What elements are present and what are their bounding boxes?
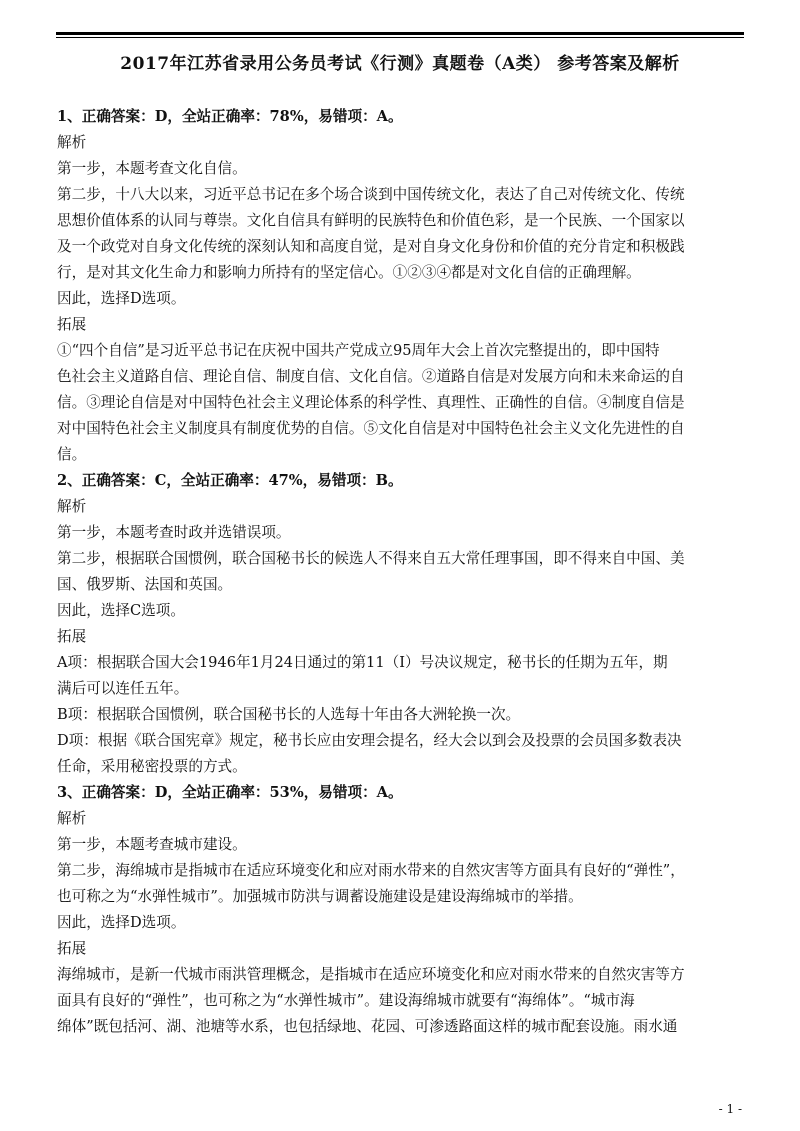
text-line: 绵体”既包括河、湖、池塘等水系，也包括绿地、花园、可渗透路面这样的城市配套设施。雨水通 bbox=[57, 1018, 678, 1035]
text-line: 国、俄罗斯、法国和英国。 bbox=[57, 576, 233, 593]
question-answer-heading: 3、正确答案：D，全站正确率：53%，易错项：A。 bbox=[57, 784, 403, 801]
text-line: D项：根据《联合国宪章》规定，秘书长应由安理会提名，经大会以到会及投票的会员国多数表决 bbox=[57, 732, 682, 749]
answer-content bbox=[57, 104, 743, 1040]
text-line: 也可称之为“水弹性城市”。加强城市防洪与调蓄设施建设是建设海绵城市的举措。 bbox=[57, 888, 583, 905]
text-line: 第二步，根据联合国惯例，联合国秘书长的候选人不得来自五大常任理事国，即不得来自中国、美 bbox=[57, 550, 685, 567]
question-answer-heading: 2、正确答案：C，全站正确率：47%，易错项：B。 bbox=[57, 472, 403, 489]
text-line: 第一步，本题考查城市建设。 bbox=[57, 836, 247, 853]
text-line: 第一步，本题考查文化自信。 bbox=[57, 160, 247, 177]
text-line: 任命，采用秘密投票的方式。 bbox=[57, 758, 247, 775]
text-line: 对中国特色社会主义制度具有制度优势的自信。⑤文化自信是对中国特色社会主义文化先进性的自 bbox=[57, 420, 685, 437]
text-line: 第二步，十八大以来，习近平总书记在多个场合谈到中国传统文化，表达了自己对传统文化、传统 bbox=[57, 186, 685, 203]
text-line: 面具有良好的“弹性”，也可称之为“水弹性城市”。建设海绵城市就要有“海绵体”。“城市海 bbox=[57, 992, 635, 1009]
text-line: 拓展 bbox=[57, 628, 87, 645]
text-line: A项：根据联合国大会1946年1月24日通过的第11（I）号决议规定，秘书长的任期为五年，期 bbox=[57, 654, 668, 671]
text-line: 解析 bbox=[57, 810, 87, 827]
text-line: ①“四个自信”是习近平总书记在庆祝中国共产党成立95周年大会上首次完整提出的，即中国特 bbox=[57, 342, 660, 359]
text-line: 解析 bbox=[57, 498, 87, 515]
page-number: - 1 - bbox=[718, 1102, 742, 1116]
page-title: 2017年江苏省录用公务员考试《行测》真题卷（A类） 参考答案及解析 bbox=[120, 54, 680, 74]
text-line: 及一个政党对自身文化传统的深刻认知和高度自觉，是对自身文化身份和价值的充分肯定和积极践 bbox=[57, 238, 685, 255]
text-line: 解析 bbox=[57, 134, 87, 151]
question-answer-heading: 1、正确答案：D，全站正确率：78%，易错项：A。 bbox=[57, 108, 403, 125]
text-line: 第二步，海绵城市是指城市在适应环境变化和应对雨水带来的自然灾害等方面具有良好的“弹性”， bbox=[57, 862, 685, 879]
text-line: 因此，选择D选项。 bbox=[57, 290, 186, 307]
text-line: 思想价值体系的认同与尊崇。文化自信具有鲜明的民族特色和价值色彩，是一个民族、一个国家以 bbox=[57, 212, 685, 229]
text-line: 因此，选择D选项。 bbox=[57, 914, 186, 931]
text-line: 色社会主义道路自信、理论自信、制度自信、文化自信。②道路自信是对发展方向和未来命运的自 bbox=[57, 368, 685, 385]
text-line: 信。③理论自信是对中国特色社会主义理论体系的科学性、真理性、正确性的自信。④制度自信是 bbox=[57, 394, 685, 411]
header-rule-thick bbox=[56, 32, 744, 35]
header-rule-thin bbox=[56, 37, 744, 38]
text-line: 海绵城市，是新一代城市雨洪管理概念，是指城市在适应环境变化和应对雨水带来的自然灾害等方 bbox=[57, 966, 685, 983]
text-line: 行，是对其文化生命力和影响力所持有的坚定信心。①②③④都是对文化自信的正确理解。 bbox=[57, 264, 641, 281]
text-line: 第一步，本题考查时政并选错误项。 bbox=[57, 524, 291, 541]
text-line: B项：根据联合国惯例，联合国秘书长的人选每十年由各大洲轮换一次。 bbox=[57, 706, 521, 723]
text-line: 信。 bbox=[57, 446, 87, 463]
text-line: 拓展 bbox=[57, 316, 87, 333]
text-line: 拓展 bbox=[57, 940, 87, 957]
text-line: 因此，选择C选项。 bbox=[57, 602, 185, 619]
text-line: 满后可以连任五年。 bbox=[57, 680, 189, 697]
